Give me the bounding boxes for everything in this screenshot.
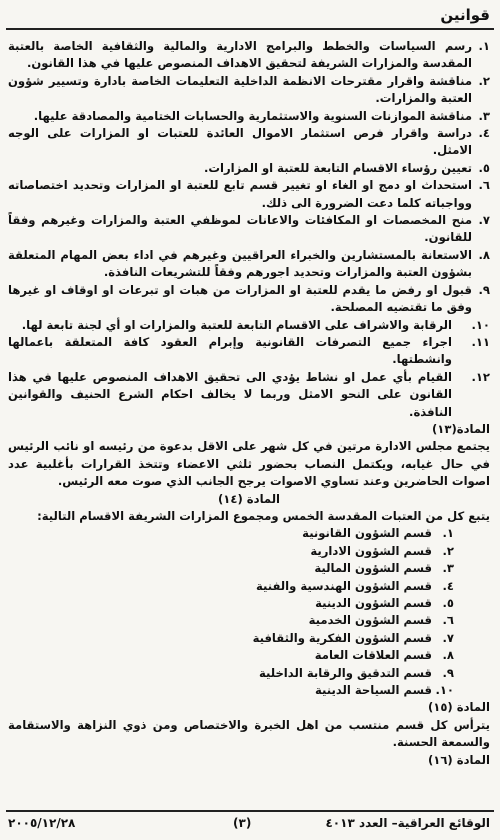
item-text: قسم الشؤون المالية: [314, 561, 432, 576]
section-item: [8, 543, 454, 560]
list-item: [8, 108, 490, 125]
item-text: مناقشة واقرار مقترحات الانظمة الداخلية التعليمات الخاصة بادارة وتسيير شؤون العتبة والمزارات.: [8, 73, 472, 106]
item-number: ٩.: [478, 282, 490, 297]
item-number: ١١.: [471, 334, 490, 349]
article-15-text: يترأس كل قسم منتسب من اهل الخبرة والاختصاص ومن ذوي النزاهة والاستقامة والسمعة الحسنة.: [8, 717, 490, 750]
item-text: قبول او رفض ما يقدم للعتبة او المزارات من هبات او تبرعات او اوقاف او غيرها وفق ما تقتضيه المصلحة.: [8, 282, 472, 315]
list-item: [8, 125, 490, 160]
sections-list: [8, 525, 490, 699]
item-number: ١.: [478, 39, 490, 53]
section-item: [8, 595, 454, 612]
item-text: قسم الشؤون الهندسية والفنية: [255, 578, 432, 593]
header-divider: [6, 28, 494, 30]
list-item: [8, 317, 490, 334]
item-text: تعيين رؤساء الاقسام التابعة للعتبة او المزارات.: [203, 160, 472, 175]
item-text: قسم الشؤون الفكرية والثقافية: [252, 630, 432, 645]
item-text: رسم السياسات والخطط والبرامج الادارية والمالية والثقافية الخاصة بالعتبة المقدسة والمزارات الشريفة لتحقيق الاهداف المنصوص عليها في هذا القانون.: [8, 39, 472, 71]
item-text: قسم العلاقات العامة: [314, 648, 432, 663]
list-item: [8, 334, 490, 369]
item-number: ١.: [442, 526, 454, 541]
journal-issue: الوقائع العراقية– العدد ٤٠١٣: [325, 816, 490, 830]
list-item: [8, 177, 490, 212]
issue-date: ٢٠٠٥/١٢/٢٨: [8, 816, 76, 830]
item-number: ٨.: [442, 648, 454, 663]
list-item: [8, 212, 490, 247]
item-text: استحداث او دمج او الغاء او تغيير قسم تابع للعتبة او المزارات وتحديد اختصاصاته وواجباته كلما دعت الضرورة الى ذلك.: [8, 178, 472, 210]
list-item: [8, 282, 490, 317]
section-item: [8, 578, 454, 595]
item-text: منح المخصصات او المكافئات والاعانات لموظفي العتبة والمزارات وغيرهم وفقاً للقانون.: [8, 213, 472, 245]
item-text: الرقابة والاشراف على الاقسام التابعة للعتبة والمزارات او أي لجنة تابعة لها.: [21, 317, 452, 332]
page-number: (٣): [233, 816, 252, 830]
item-number: ٣.: [442, 561, 454, 576]
item-number: ٣.: [478, 108, 490, 123]
item-number: ١٢.: [471, 369, 490, 384]
section-item: [8, 682, 454, 699]
item-text: قسم الشؤون القانونية: [302, 526, 432, 541]
article-14-intro: يتبع كل من العتبات المقدسة الخمس ومجموع المزارات الشريفة الاقسام التالية:: [37, 508, 490, 523]
section-item: [8, 525, 454, 542]
item-text: اجراء جميع التصرفات القانونية وإبرام العقود كافة المتعلقة باعمالها وانشطتها.: [8, 334, 452, 367]
item-text: قسم التدقيق والرقابة الداخلية: [258, 665, 432, 680]
footer-divider: [6, 810, 494, 812]
item-text: قسم الشؤون الدينية: [315, 596, 432, 610]
document-body: [8, 38, 490, 769]
article-13-text: يجتمع مجلس الادارة مرتين في كل شهر على الاقل بدعوة من رئيسه او نائب الرئيس في حال غيابه، ويكتمل النصاب بحضور ثلثي الاعضاء وتتخذ القرارات بأغلبية عدد اصوات الحاضرين وعند تساوي الاصوات يرجح الجانب الذي صوت معه الرئيس.: [8, 439, 490, 489]
item-text: قسم الشؤون الخدمية: [308, 613, 432, 628]
list-item: [8, 38, 490, 73]
item-number: ٧.: [442, 630, 454, 645]
item-number: ٤.: [478, 126, 490, 141]
item-number: ٢.: [478, 73, 490, 88]
article-15-heading: المادة (١٥): [427, 700, 490, 715]
list-item: [8, 247, 490, 282]
list-item: [8, 73, 490, 108]
item-number: ٦.: [478, 178, 490, 193]
item-number: ١٠.: [435, 683, 454, 698]
item-number: ٢.: [442, 543, 454, 558]
item-number: ٥.: [478, 160, 490, 175]
powers-list: [8, 38, 490, 421]
section-item: [8, 630, 454, 647]
item-number: ٨.: [478, 247, 490, 262]
item-number: ٦.: [442, 613, 454, 628]
list-item: [8, 369, 490, 421]
section-item: [8, 647, 454, 664]
item-number: ٤.: [442, 578, 454, 593]
item-number: ٥.: [442, 596, 454, 610]
section-item: [8, 560, 454, 577]
article-13-heading: المادة(١٣): [431, 421, 490, 436]
item-text: قسم الشؤون الادارية: [310, 543, 432, 558]
list-item: [8, 160, 490, 177]
section-item: [8, 612, 454, 629]
page-footer: [8, 816, 490, 834]
item-text: قسم السياحة الدينية: [314, 683, 432, 698]
page-header-title: قوانين: [440, 6, 490, 24]
article-14-heading: المادة (١٤): [217, 491, 281, 506]
item-text: الاستعانة بالمستشارين والخبراء العراقيين وغيرهم في اداء بعض المهام المتعلقة بشؤون العتبة والمزارات وتحديد اجورهم وفقاً للتشريعات النافذة.: [8, 247, 472, 280]
item-number: ١٠.: [471, 317, 490, 332]
item-text: دراسة واقرار فرص استثمار الاموال العائدة للعتبات او المزارات على الوجه الامثل.: [8, 126, 472, 158]
item-text: مناقشة الموازنات السنوية والاستثمارية والحسابات الختامية والمصادقة عليها.: [33, 108, 472, 123]
item-number: ٩.: [442, 665, 454, 680]
item-number: ٧.: [478, 213, 490, 228]
item-text: القيام بأي عمل او نشاط يؤدي الى تحقيق الاهداف المنصوص عليها في هذا القانون على النحو الامثل وربما لا يخالف احكام الشرع الحنيف والقوانين النافذة.: [8, 369, 452, 419]
article-16-heading: المادة (١٦): [427, 752, 490, 767]
section-item: [8, 665, 454, 682]
